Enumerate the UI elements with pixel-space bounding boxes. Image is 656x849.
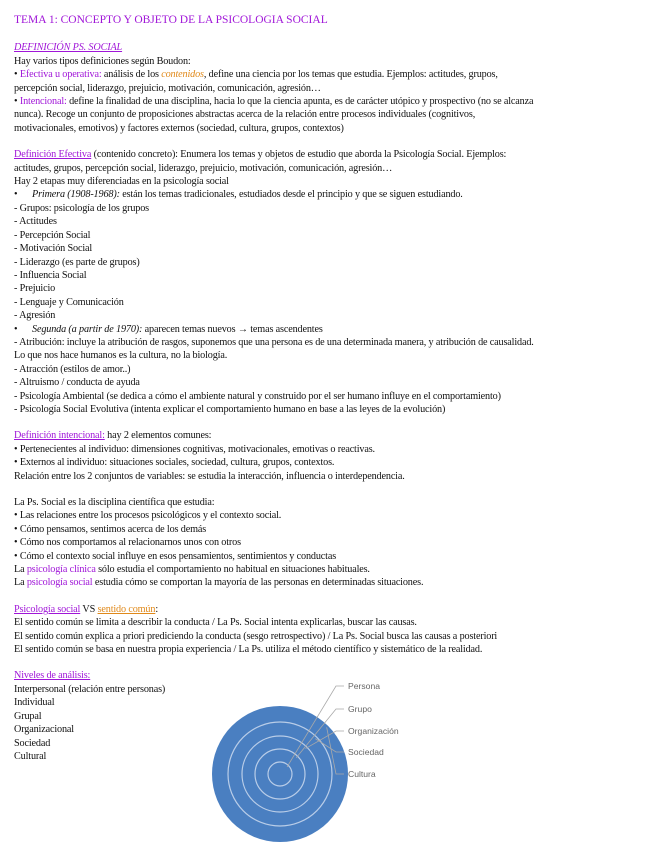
circle-cultura <box>212 706 348 842</box>
list-item: - Atracción (estilos de amor..) <box>14 363 131 375</box>
definicion-efectiva-examples: actitudes, grupos, percepción social, liderazgo, prejuicio, motivación, comunicación, agresión… <box>14 162 393 174</box>
definicion-efectiva-line: Definición Efectiva (contenido concreto): Enumera los temas y objetos de estudio que aborda la Psicología Social. Ejemplos: <box>14 149 507 161</box>
ps-social-estudia: La Ps. Social es la disciplina científica que estudia: <box>14 497 215 508</box>
bullet-efectiva-cont: percepción social, liderazgo, prejuicio, motivación, comunicación, agresión… <box>14 82 321 94</box>
etapa-primera: • Primera (1908-1968): están los temas tradicionales, estudiados desde el principio y que se siguen estudiando. <box>14 189 463 201</box>
list-item: - Atribución: incluye la atribución de rasgos, suponemos que una persona es de una determinada manera, y atribución de causalidad. <box>14 336 534 348</box>
section-header-definicion: DEFINICIÓN PS. SOCIAL <box>14 42 123 54</box>
term-psicologia-social: psicología social <box>26 577 93 589</box>
vs-heading: Psicología social VS sentido común: <box>14 603 159 615</box>
list-item: • Las relaciones entre los procesos psicológicos y el contexto social. <box>14 510 282 522</box>
term-definicion-efectiva: Definición Efectiva <box>14 149 92 161</box>
diagram-label-3: Sociedad <box>348 747 384 757</box>
bullet-intencional-cont2: motivacionales, emotivos) y factores externos (sociedad, cultura, grupos, contextos) <box>14 122 344 134</box>
niveles-diagram <box>200 674 460 844</box>
list-item: - Percepción Social <box>14 229 91 241</box>
list-item: Lo que nos hace humanos es la cultura, no la biología. <box>14 350 228 362</box>
list-item: - Prejuicio <box>14 283 56 295</box>
term-contenidos: contenidos <box>161 69 204 81</box>
list-item: El sentido común explica a priori prediciendo la conducta (sesgo retrospectivo) / La Ps. Social busca las causas a posteriori <box>14 630 498 642</box>
term-definicion-intencional: Definición intencional: <box>14 430 105 442</box>
concentric-circles-diagram <box>200 674 460 844</box>
list-item: - Liderazgo (es parte de grupos) <box>14 256 140 268</box>
list-item: Grupal <box>14 710 42 722</box>
document-title: TEMA 1: CONCEPTO Y OBJETO DE LA PSICOLOGIA SOCIAL <box>14 14 328 26</box>
term-efectiva: Efectiva u operativa: <box>19 69 102 81</box>
bullet-intencional: • Intencional: define la finalidad de una disciplina, hacia lo que la ciencia apunta, es de carácter utópico y prospectivo (no se alcanza <box>14 96 534 108</box>
diagram-label-4: Cultura <box>348 769 376 779</box>
list-item: - Psicología Ambiental (se dedica a cómo el ambiente natural y construido por el ser humano influye en el comportamiento) <box>14 390 501 402</box>
psicologia-social-line: La psicología social estudia cómo se comportan la mayoría de las personas en determinadas situaciones. <box>14 577 424 589</box>
list-item: Individual <box>14 697 55 709</box>
etapas-intro: Hay 2 etapas muy diferenciadas en la psicología social <box>14 176 229 188</box>
list-item: Sociedad <box>14 737 51 749</box>
list-item: - Actitudes <box>14 216 57 228</box>
list-item: Cultural <box>14 750 47 762</box>
etapa-segunda: • Segunda (a partir de 1970): aparecen temas nuevos → temas ascendentes <box>14 323 323 335</box>
list-item: - Psicología Social Evolutiva (intenta explicar el comportamiento humano en base a las leyes de la evolución) <box>14 403 446 415</box>
list-item: • Externos al individuo: situaciones sociales, sociedad, cultura, grupos, contextos. <box>14 457 335 469</box>
diagram-label-2: Organización <box>348 726 399 736</box>
bullet-efectiva: • Efectiva u operativa: análisis de los contenidos, define una ciencia por los temas que estudia. Ejemplos: actitudes, grupos, <box>14 69 498 81</box>
list-item: • Cómo nos comportamos al relacionarnos unos con otros <box>14 537 241 549</box>
list-item: El sentido común se basa en nuestra propia experiencia / La Ps. utiliza el método científico y sistemático de la realidad. <box>14 644 483 656</box>
term-psicologia-clinica: psicología clínica <box>26 564 96 576</box>
definicion-intencional-line: Definición intencional: hay 2 elementos comunes: <box>14 430 212 442</box>
list-item: - Lenguaje y Comunicación <box>14 296 124 308</box>
list-item: - Motivación Social <box>14 243 93 255</box>
list-item: - Altruismo / conducta de ayuda <box>14 377 140 389</box>
list-item: Interpersonal (relación entre personas) <box>14 683 166 695</box>
niveles-header: Niveles de análisis: <box>14 670 91 682</box>
diagram-label-0: Persona <box>348 681 381 691</box>
document-page <box>14 14 644 763</box>
list-item: Relación entre los 2 conjuntos de variables: se estudia la interacción, influencia o interdependencia. <box>14 470 405 482</box>
sentido-comun-list <box>14 616 644 656</box>
list-item: - Agresión <box>14 310 56 322</box>
psicologia-clinica-line: La psicología clínica sólo estudia el comportamiento no habitual en situaciones habituales. <box>14 564 370 576</box>
list-item: Organizacional <box>14 724 74 736</box>
paragraph-intro: Hay varios tipos definiciones según Boudon: <box>14 55 191 67</box>
list-item: - Influencia Social <box>14 269 87 281</box>
diagram-label-1: Grupo <box>348 704 372 714</box>
list-item: - Grupos: psicología de los grupos <box>14 202 149 214</box>
ps-social-estudia-list <box>14 509 644 563</box>
bullet-intencional-cont: nunca). Recoge un conjunto de proposiciones abstractas acerca de la relación entre procesos individuales (cognitivos, <box>14 109 476 121</box>
elementos-comunes-list <box>14 443 644 483</box>
temas-tradicionales-list <box>14 202 644 323</box>
list-item: El sentido común se limita a describir la conducta / La Ps. Social intenta explicarlas, buscar las causas. <box>14 617 417 629</box>
term-intencional: Intencional: <box>19 96 67 108</box>
list-item: • Pertenecientes al individuo: dimensiones cognitivas, motivacionales, emotivas o reactivas. <box>14 443 375 455</box>
list-item: • Cómo el contexto social influye en esos pensamientos, sentimientos y conductas <box>14 550 337 562</box>
list-item: • Cómo pensamos, sentimos acerca de los demás <box>14 523 207 535</box>
temas-ascendentes-list <box>14 336 644 416</box>
